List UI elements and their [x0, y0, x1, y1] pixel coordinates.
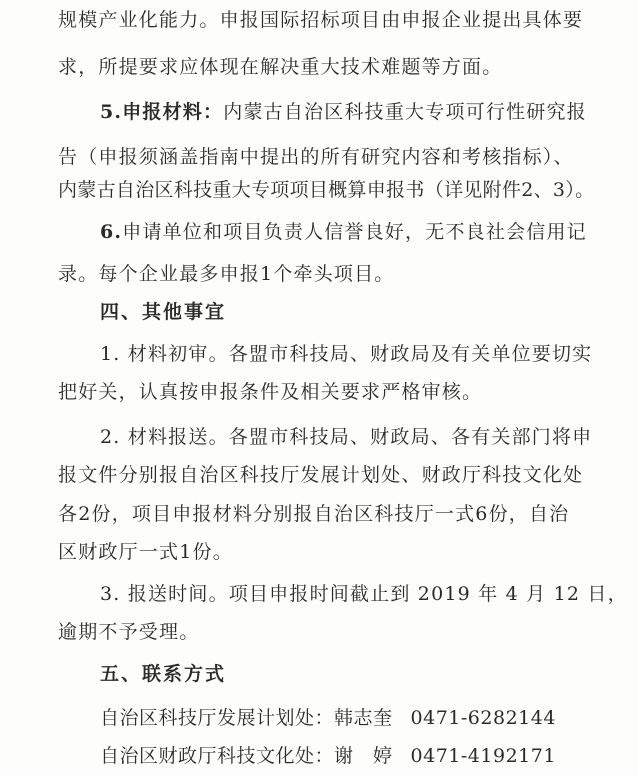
paragraph-line: [100, 100, 587, 124]
paragraph-line: 报文件分别报自治区科技厅发展计划处、财政厅科技文化处: [58, 464, 584, 486]
contact-name: 韩志奎: [334, 707, 393, 729]
paragraph-line: 规模产业化能力。申报国际招标项目由申报企业提出具体要: [58, 9, 584, 31]
paragraph-line: 内蒙古自治区科技重大专项项目概算申报书（详见附件2、3）。: [58, 179, 595, 201]
paragraph-line: 2. 材料报送。各盟市科技局、财政局、各有关部门将申: [100, 426, 593, 448]
paragraph-line: 区财政厅一式1份。: [58, 541, 233, 563]
contact-row: [100, 706, 556, 730]
section-heading-other: 四、其他事宜: [100, 301, 227, 323]
paragraph-line: 录。每个企业最多申报1个牵头项目。: [58, 263, 395, 285]
paragraph-line: 各2份，项目申报材料分别报自治区科技厅一式6份，自治: [58, 503, 570, 525]
paragraph-line: 把好关，认真按申报条件及相关要求严格审核。: [58, 381, 483, 403]
contact-phone: 0471-4192171: [410, 745, 556, 767]
contact-dept: 自治区科技厅发展计划处：: [100, 707, 335, 729]
paragraph-line: 3. 报送时间。项目申报时间截止到 2019 年 4 月 12 日，: [100, 583, 628, 605]
item-six-label: 6.: [100, 221, 123, 243]
materials-text: 内蒙古自治区科技重大专项可行性研究报: [223, 101, 587, 123]
item-six-text: 申请单位和项目负责人信誉良好，无不良社会信用记: [122, 221, 587, 243]
contact-dept: 自治区财政厅科技文化处：: [100, 745, 335, 767]
contact-name: 谢 婷: [334, 745, 393, 767]
paragraph-line: 逾期不予受理。: [58, 621, 200, 643]
paragraph-line: [100, 220, 587, 244]
section-heading-contact: 五、联系方式: [100, 663, 227, 685]
contact-row: [100, 744, 556, 768]
paragraph-line: 告（申报须涵盖指南中提出的所有研究内容和考核指标）、: [58, 146, 574, 168]
materials-label: 5.申报材料：: [100, 101, 224, 123]
paragraph-line: 1. 材料初审。各盟市科技局、财政局及有关单位要切实: [100, 343, 593, 365]
contact-phone: 0471-6282144: [410, 707, 556, 729]
paragraph-line: 求，所提要求应体现在解决重大技术难题等方面。: [58, 56, 503, 78]
